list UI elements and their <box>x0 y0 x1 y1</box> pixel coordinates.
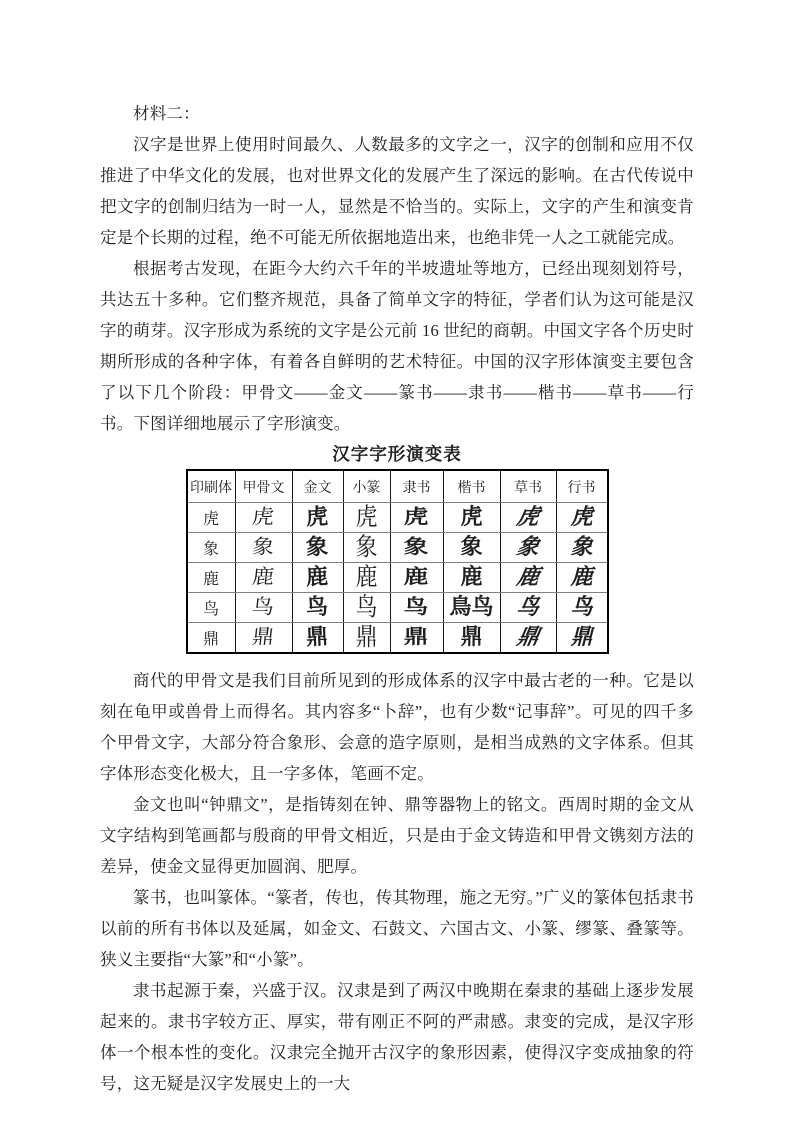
header-small-seal: 小篆 <box>343 470 390 503</box>
glyph-running: 虎 <box>570 504 593 529</box>
print-char: 鼎 <box>202 631 219 648</box>
glyph-cursive: 鹿 <box>514 564 542 589</box>
header-running: 行书 <box>556 470 608 503</box>
paragraph-clerical-script: 隶书起源于秦，兴盛于汉。汉隶是到了两汉中晚期在秦隶的基础上逐步发展起来的。隶书字较方正、厚实，带有刚正不阿的严肃感。隶变的完成，是汉字形体一个根本性的变化。汉隶完全抛开古汉字的象形因素，使得汉字变成抽象的符号，这无疑是汉字发展史上的一大 <box>100 981 694 1093</box>
header-bronze: 金文 <box>292 470 343 503</box>
header-cursive: 草书 <box>500 470 556 503</box>
glyph-regular: 象 <box>460 534 483 559</box>
table-header-row <box>187 470 608 503</box>
header-print-form: 印刷体 <box>187 470 236 503</box>
paragraph-oracle-bone: 商代的甲骨文是我们目前所见到的形成体系的汉字中最古老的一种。它是以刻在龟甲或兽骨上而得名。其内容多“卜辞”，也有少数“记事辞”。可见的四千多个甲骨文字，大部分符合象形、会意的造字原则，是相当成熟的文字体系。但其字体形态变化极大，且一字多体，笔画不定。 <box>100 671 694 783</box>
glyph-small-seal: 鼎 <box>355 622 378 651</box>
header-clerical: 隶书 <box>390 470 443 503</box>
glyph-clerical: 鹿 <box>404 565 429 588</box>
glyph-running: 象 <box>570 534 593 559</box>
glyph-bronze: 鼎 <box>305 623 330 650</box>
glyph-bronze: 鸟 <box>305 593 330 620</box>
character-evolution-table-block <box>100 441 694 654</box>
paragraph-bronze-script: 金文也叫“钟鼎文”，是指铸刻在钟、鼎等器物上的铭文。西周时期的金文从文字结构到笔画都与殷商的甲骨文相近，只是由于金文铸造和甲骨文镌刻方法的差异，使金文显得更加圆润、肥厚。 <box>100 795 694 876</box>
character-evolution-table <box>186 469 609 654</box>
glyph-regular: 鹿 <box>460 564 483 589</box>
print-char: 虎 <box>202 511 219 528</box>
glyph-cursive: 鼎 <box>514 624 542 649</box>
glyph-regular: 虎 <box>460 504 483 529</box>
glyph-clerical: 虎 <box>404 505 429 528</box>
glyph-clerical: 鸟 <box>404 595 429 618</box>
glyph-bronze: 虎 <box>305 503 330 530</box>
glyph-oracle-bone: 鹿 <box>251 565 276 589</box>
glyph-small-seal: 鹿 <box>355 562 378 591</box>
table-row-ding <box>187 623 608 654</box>
glyph-clerical: 象 <box>404 535 429 558</box>
glyph-running: 鸟 <box>570 594 593 619</box>
glyph-bronze: 鹿 <box>305 563 330 590</box>
glyph-cursive: 鸟 <box>514 594 542 619</box>
header-oracle-bone: 甲骨文 <box>235 470 292 503</box>
glyph-oracle-bone: 鼎 <box>251 625 276 649</box>
document-content <box>100 98 694 1099</box>
glyph-small-seal: 象 <box>355 532 378 561</box>
glyph-bronze: 象 <box>305 533 330 560</box>
table-row-tiger <box>187 503 608 533</box>
paragraph-hanzi-intro: 汉字是世界上使用时间最久、人数最多的文字之一，汉字的创制和应用不仅推进了中华文化的发展，也对世界文化的发展产生了深远的影响。在古代传说中把文字的创制归结为一时一人，显然是不恰当的。实际上，文字的产生和演变肯定是个长期的过程，绝不可能无所依据地造出来，也绝非凭一人之工就能完成。 <box>100 135 694 247</box>
header-regular: 楷书 <box>443 470 500 503</box>
glyph-running: 鹿 <box>570 564 593 589</box>
table-row-elephant <box>187 533 608 563</box>
glyph-oracle-bone: 虎 <box>251 505 276 529</box>
glyph-small-seal: 鸟 <box>355 592 378 621</box>
print-char: 鹿 <box>202 571 219 588</box>
table-row-bird <box>187 593 608 623</box>
print-char: 象 <box>202 541 219 558</box>
table-row-deer <box>187 563 608 593</box>
paragraph-seal-script: 篆书，也叫篆体。“篆者，传也，传其物理，施之无穷。”广义的篆体包括隶书以前的所有书体以及延属，如金文、石鼓文、六国古文、小篆、缪篆、叠篆等。狭义主要指“大篆”和“小篆”。 <box>100 888 694 969</box>
glyph-small-seal: 虎 <box>355 502 378 531</box>
table-title: 汉字字形演变表 <box>332 444 462 464</box>
section-label: 材料二： <box>133 104 200 123</box>
paragraph-archaeology: 根据考古发现，在距今大约六千年的半坡遗址等地方，已经出现刻划符号，共达五十多种。它们整齐规范，具备了简单文字的特征，学者们认为这可能是汉字的萌芽。汉字形成为系统的文字是公元前 16 世纪的商朝。中国文字各个历史时期所形成的各种字体，有着各自鲜明的艺术特征。中国的汉字形体演变主要包含了以下几个阶段：甲骨文——金文——篆书——隶书——楷书——草书——行书。下图详细地展示了字形演变。 <box>100 259 694 433</box>
glyph-clerical: 鼎 <box>404 625 429 648</box>
glyph-regular: 鳥鸟 <box>449 594 494 619</box>
glyph-regular: 鼎 <box>460 624 483 649</box>
print-char: 鸟 <box>202 601 219 618</box>
glyph-oracle-bone: 象 <box>251 535 276 559</box>
glyph-cursive: 虎 <box>514 504 542 529</box>
glyph-oracle-bone: 鸟 <box>251 595 276 619</box>
glyph-running: 鼎 <box>570 624 593 649</box>
glyph-cursive: 象 <box>514 534 542 559</box>
